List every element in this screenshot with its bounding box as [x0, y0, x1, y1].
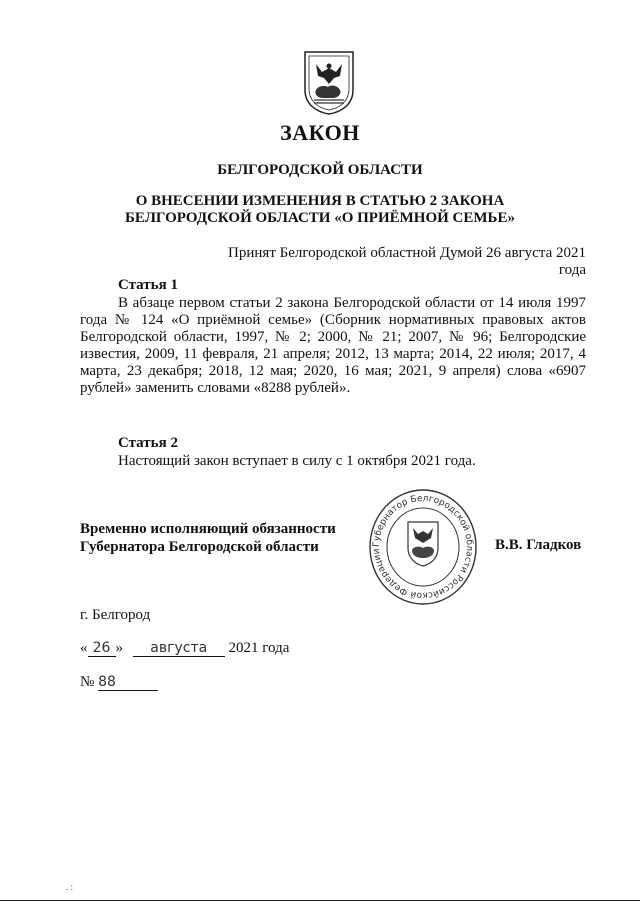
date-month: августа: [133, 640, 225, 657]
city: г. Белгород: [80, 607, 151, 623]
law-number: [80, 674, 158, 691]
coat-of-arms-emblem: [302, 50, 356, 116]
date-close-quote: »: [115, 640, 123, 656]
document-subject: [0, 193, 640, 227]
seal-text: Губернатор Белгородской области Российской Федерации: [371, 493, 475, 601]
number-label: №: [80, 674, 95, 690]
signatory-title-line-2: Губернатора Белгородской области: [80, 539, 319, 555]
footer-marks: . :: [66, 882, 74, 892]
date-open-quote: «: [80, 640, 88, 656]
article-2-text: Настоящий закон вступает в силу с 1 октября 2021 года.: [118, 453, 476, 469]
article-1-heading: Статья 1: [118, 277, 178, 293]
subject-line-2: БЕЛГОРОДСКОЙ ОБЛАСТИ «О ПРИЁМНОЙ СЕМЬЕ»: [125, 210, 515, 226]
page-bottom-line: [0, 900, 640, 901]
date-day: 26: [88, 640, 116, 657]
official-seal: [368, 488, 478, 606]
article-2-heading: Статья 2: [118, 435, 178, 451]
number-value: 88: [98, 674, 158, 691]
date-year: 2021 года: [228, 640, 290, 656]
signatory-title-line-1: Временно исполняющий обязанности: [80, 521, 336, 537]
article-1-text: В абзаце первом статьи 2 закона Белгородской области от 14 июля 1997 года № 124 «О приёмной семье» (Сборник нормативных правовых актов Белгородской области, 1997, № 2; 2000, № 21; 2007, № 96; Белгородские известия, 2009, 11 февраля, 21 апреля; 2012, 13 марта; 2014, 22 июля; 2017, 4 марта, 23 декабря; 2018, 12 мая; 2020, 16 мая; 2021, 9 апреля) слова «6907 рублей» заменить словами «8288 рублей».: [80, 295, 586, 396]
adoption-note: Принят Белгородской областной Думой 26 августа 2021 года: [228, 245, 586, 278]
subject-line-1: О ВНЕСЕНИИ ИЗМЕНЕНИЯ В СТАТЬЮ 2 ЗАКОНА: [135, 193, 505, 209]
signatory-name: В.В. Гладков: [495, 537, 582, 553]
document-region: БЕЛГОРОДСКОЙ ОБЛАСТИ: [217, 162, 423, 178]
signing-date: [80, 640, 289, 657]
document-title: ЗАКОН: [280, 120, 360, 145]
signatory-title: [80, 520, 336, 556]
